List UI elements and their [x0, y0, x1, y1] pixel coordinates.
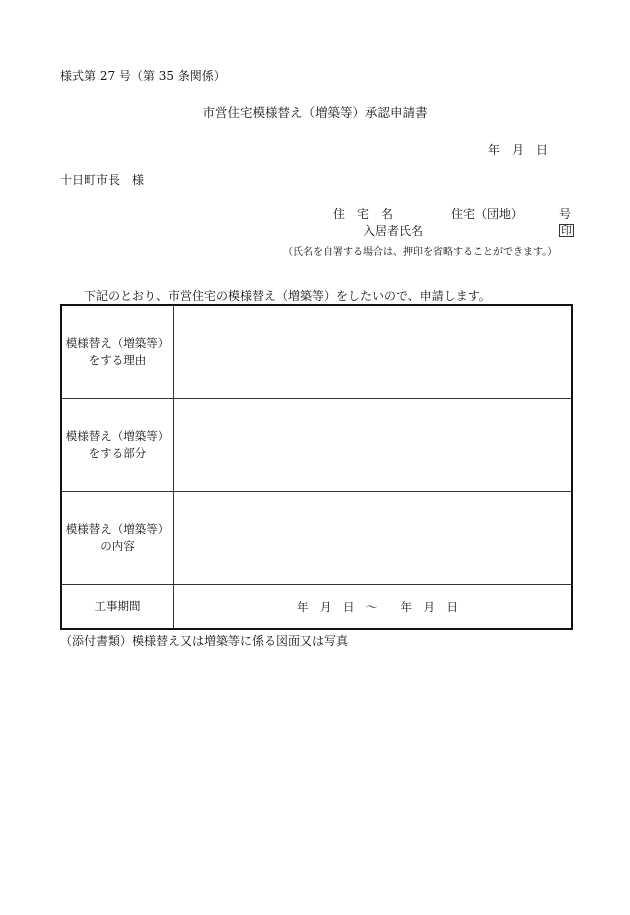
number-suffix: 号 [559, 207, 572, 221]
period-field[interactable]: 年 月 日 ～ 年 月 日 [174, 585, 573, 630]
reason-label-line1: 模様替え（増築等） [65, 336, 170, 350]
part-label [61, 399, 174, 492]
reason-field[interactable] [174, 305, 573, 399]
table-row-period [61, 585, 572, 630]
table-row-part [61, 399, 572, 492]
part-label-line1: 模様替え（増築等） [65, 429, 170, 443]
seal-mark: 印 [561, 224, 572, 237]
table-row-reason [61, 305, 572, 399]
content-label-line2: の内容 [100, 539, 135, 553]
application-table [60, 304, 573, 630]
form-number: 様式第 27 号（第 35 条関係） [60, 69, 226, 83]
content-label-line1: 模様替え（増築等） [65, 522, 170, 536]
housing-row [333, 208, 573, 222]
resident-row [333, 225, 573, 239]
content-field[interactable] [174, 492, 573, 585]
attachments-note: （添付書類）模様替え又は増築等に係る図面又は写真 [60, 634, 349, 648]
reason-label-line2: をする理由 [88, 353, 147, 367]
part-field[interactable] [174, 399, 573, 492]
date-line: 年 月 日 [488, 143, 549, 157]
intro-text: 下記のとおり、市営住宅の模様替え（増築等）をしたいので、申請します。 [84, 289, 491, 303]
signature-note: （氏名を自署する場合は、押印を省略することができます。） [283, 247, 558, 258]
housing-value: 住宅（団地） [451, 207, 524, 221]
period-label: 工事期間 [61, 585, 174, 630]
housing-label: 住宅名 [333, 207, 406, 221]
content-label [61, 492, 174, 585]
addressee: 十日町市長 様 [60, 173, 145, 187]
reason-label [61, 305, 174, 399]
applicant-block [333, 208, 573, 248]
table-row-content [61, 492, 572, 585]
document-title: 市営住宅模様替え（増築等）承認申請書 [202, 105, 428, 120]
part-label-line2: をする部分 [88, 446, 147, 460]
resident-name-label: 入居者氏名 [363, 224, 424, 238]
